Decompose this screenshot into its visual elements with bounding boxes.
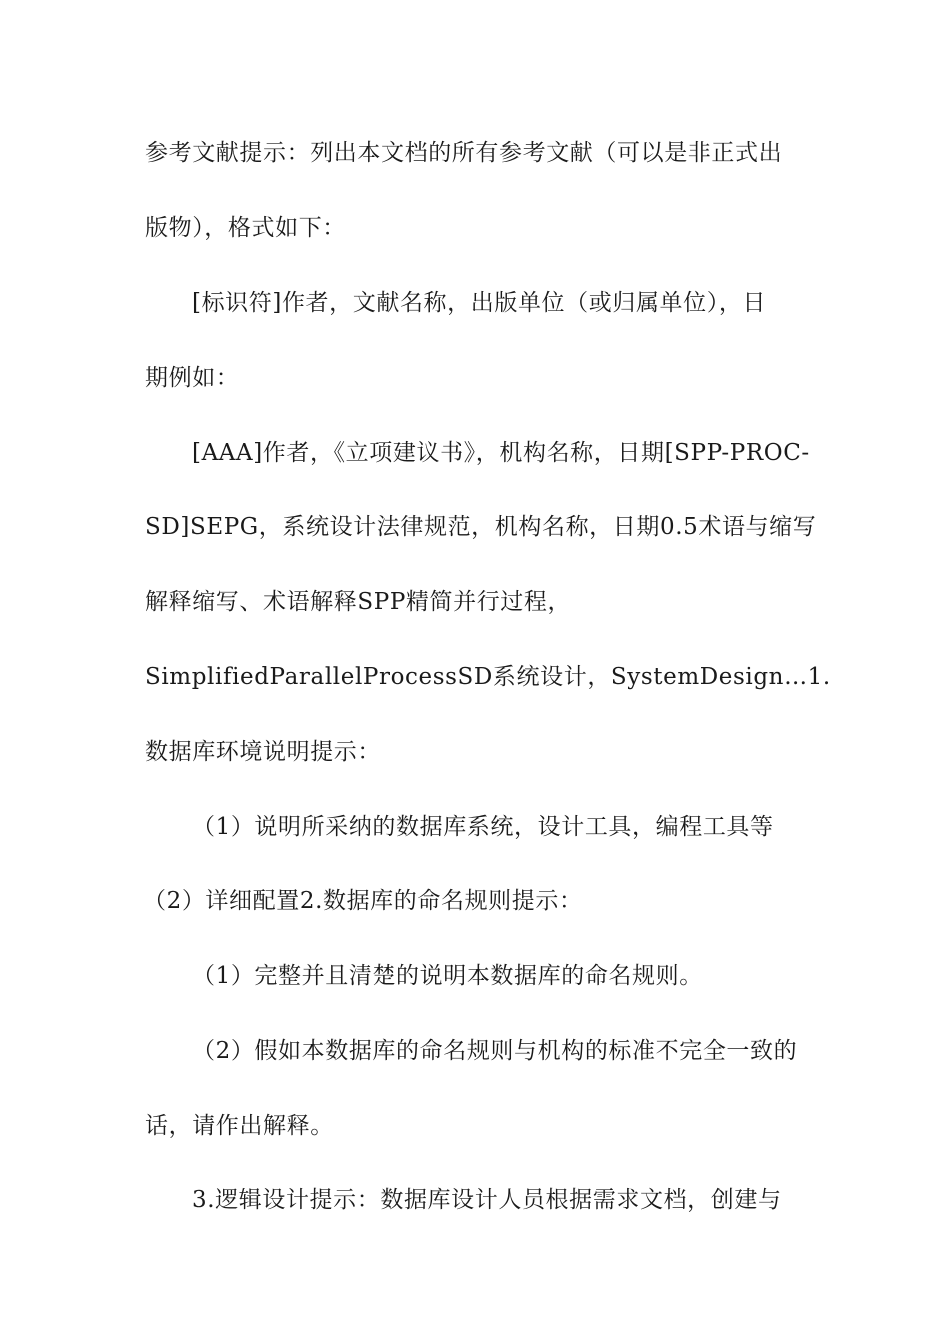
paragraph-line: 期例如： [145,365,240,391]
paragraph-line: [AAA]作者，《立项建议书》，机构名称，日期[SPP-PROC- [192,440,810,466]
paragraph-line: 参考文献提示：列出本文档的所有参考文献（可以是非正式出 [145,140,783,166]
list-item: （1）说明所采纳的数据库系统，设计工具，编程工具等 [192,814,774,840]
section-heading: 3.逻辑设计提示：数据库设计人员根据需求文档，创建与 [192,1187,782,1213]
paragraph-line: SimplifiedParallelProcessSD系统设计，SystemDesign…1. [145,664,831,690]
list-item: （2）详细配置2.数据库的命名规则提示： [143,888,583,914]
section-heading: 数据库环境说明提示： [145,739,381,765]
list-item: （2）假如本数据库的命名规则与机构的标准不完全一致的 [192,1038,798,1064]
paragraph-line: 版物），格式如下： [145,215,346,241]
paragraph-line: 解释缩写、术语解释SPP精简并行过程， [145,589,572,615]
paragraph-line: 话，请作出解释。 [145,1113,334,1139]
paragraph-line: [标识符]作者，文献名称，出版单位（或归属单位），日 [192,290,767,316]
list-item: （1）完整并且清楚的说明本数据库的命名规则。 [192,963,703,989]
paragraph-line: SD]SEPG，系统设计法律规范，机构名称，日期0.5术语与缩写 [145,514,817,540]
